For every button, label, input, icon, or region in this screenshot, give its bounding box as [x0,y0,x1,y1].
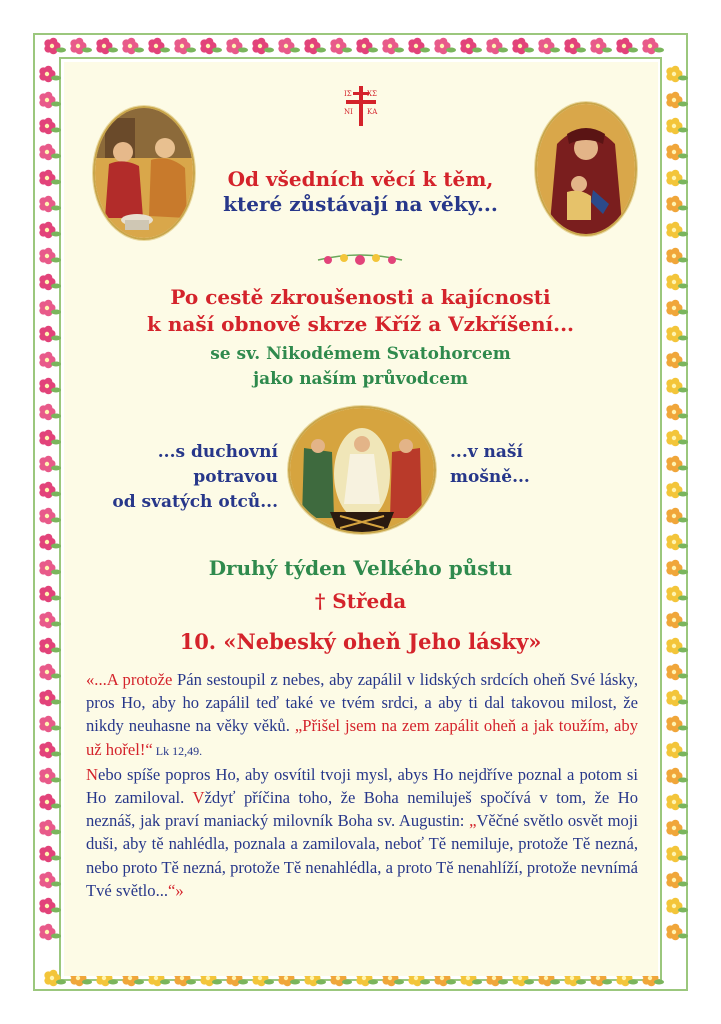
border-flower [39,872,61,889]
subheading-line-3: se sv. Nikodémem Svatohorcem [210,344,511,364]
border-flower [666,846,688,863]
border-flower [666,66,688,83]
border-flower [39,144,61,161]
border-flower [39,898,61,915]
subheading-line-4: jako naším průvodcem [253,369,468,389]
border-flower [564,38,586,55]
reading-text: ebo spíše popros Ho, aby osvítil tvoji mysl, abys Ho nejdříve poznal a potom si Ho zamiloval. [86,764,638,808]
flower-flourish [314,248,406,272]
reading-body [86,668,638,902]
border-flower [39,508,61,525]
drop-letter: A [106,670,118,689]
border-flower [39,794,61,811]
border-flower [96,38,118,55]
border-flower [356,38,378,55]
border-flower [122,38,144,55]
quote-mark: „ [469,811,477,831]
border-flower [666,872,688,889]
reading-text: protože [117,670,178,689]
day-cross-icon: † [314,589,326,613]
heading-line-2: které zůstávají na věky... [223,192,498,216]
drop-letter: V [192,788,205,808]
border-flower [666,248,688,265]
cross-letter: ΙΣ [344,90,352,98]
close-quote: “» [168,880,184,900]
open-quote: «... [86,670,107,689]
border-flower [304,38,326,55]
border-flower [666,768,688,785]
side-text-left [70,440,278,515]
border-flower [616,38,638,55]
border-flower [39,456,61,473]
border-flower [642,38,664,55]
border-flower [44,38,66,55]
border-flower [39,118,61,135]
border-flower [666,820,688,837]
augustine-quote: Věčné světlo osvět moji duši, aby tě nahlédla, poznala a zamilovala, neboť Tě nemiluje, protože Tě nezná, nebo proto Tě nezná, protože Tě nenahlédla, a proto Tě nenahlíží, protože nevnímá Tvé světlo... [86,811,638,900]
border-flower [39,482,61,499]
border-flower [278,38,300,55]
scripture-ref: Lk 12,49. [152,743,203,758]
side-text-right [450,440,590,490]
border-flower [39,66,61,83]
reading-text: ždyť příčina toho, že Boha nemiluješ spočívá v tom, že Ho neznáš, jak praví maniacký milovník Boha sv. Augustin: [86,788,638,831]
week-title: Druhý týden Velkého půstu [208,556,513,580]
day-title [0,588,721,614]
border-flower [666,794,688,811]
border-flower [44,970,66,987]
day-name: Středa [332,589,407,613]
border-flower [666,482,688,499]
cross-letter: ΚΑ [367,108,378,116]
border-flower [666,534,688,551]
border-flower [666,430,688,447]
side-left-line: ...s duchovní [157,442,278,462]
border-flower [666,144,688,161]
orthodox-cross-icon [340,82,382,128]
border-flower [39,612,61,629]
border-flower [39,716,61,733]
subheading-line-1: Po cestě zkroušenosti a kajícnosti [170,285,551,309]
border-flower [666,92,688,109]
border-flower [39,534,61,551]
side-left-line: od svatých otců... [112,492,278,512]
border-flower [486,38,508,55]
cross-letter: ΧΣ [367,90,377,98]
border-flower [39,690,61,707]
border-flower [39,222,61,239]
border-flower [666,664,688,681]
border-flower [666,508,688,525]
border-flower [39,664,61,681]
border-flower [39,92,61,109]
border-flower [408,38,430,55]
subheading-line-2: k naší obnově skrze Kříž a Vzkříšení... [147,312,574,336]
border-flower [70,38,92,55]
border-flower [226,38,248,55]
border-flower [174,38,196,55]
border-flower [39,248,61,265]
border-flower [590,38,612,55]
border-flower [538,38,560,55]
side-right-line: mošně... [450,467,530,487]
border-flower [666,716,688,733]
border-flower [666,924,688,941]
resurrection-icon [288,406,436,534]
border-flower [39,430,61,447]
heading-line-1: Od všedních věcí k těm, [227,167,494,191]
border-flower [666,118,688,135]
border-flower [382,38,404,55]
border-flower [39,742,61,759]
border-flower [39,768,61,785]
border-flower [666,404,688,421]
border-flower [512,38,534,55]
border-flower [460,38,482,55]
drop-letter: N [86,764,98,784]
side-left-line: potravou [193,467,278,487]
border-flower [666,222,688,239]
border-flower [148,38,170,55]
border-flower [39,846,61,863]
border-flower [666,898,688,915]
scripture-quote: „Přišel jsem na zem zapálit oheň a jak toužím, aby už hořel!“ [86,716,638,759]
border-flower [666,612,688,629]
reading-title: 10. «Nebeský oheň Jeho lásky» [179,629,542,654]
border-flower [666,742,688,759]
border-flower [666,690,688,707]
border-flower [666,456,688,473]
cross-letter: ΝΙ [344,108,353,116]
border-flower [200,38,222,55]
side-right-line: ...v naší [450,442,523,462]
border-flower [39,820,61,837]
border-flower [39,404,61,421]
reading-text: Pán sestoupil z nebes, aby zapálil v lidských srdcích oheň Své lásky, pros Ho, aby ho zapálil teď také ve tvém srdci, a aby ti dal takovou milost, že nikdy neuhasne na věky věků. [86,670,638,736]
border-flower [252,38,274,55]
border-flower [39,924,61,941]
border-flower [434,38,456,55]
border-flower [330,38,352,55]
